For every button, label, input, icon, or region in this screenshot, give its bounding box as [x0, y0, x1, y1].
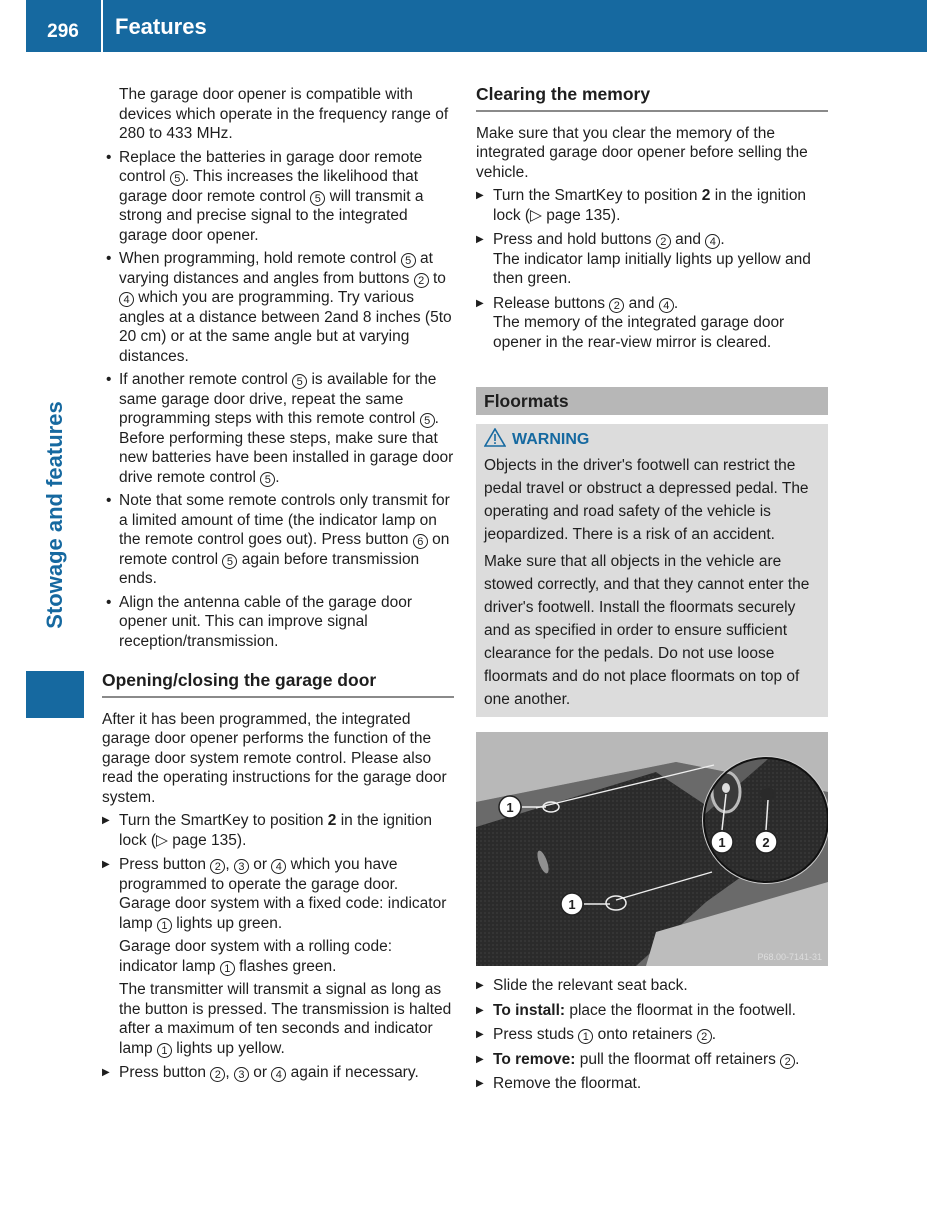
floormats-heading: Floormats	[476, 387, 828, 415]
callout-number: 3	[234, 859, 249, 874]
warning-text: Objects in the driver's footwell can restrict the pedal travel or obstruct a depressed pedal. The operating and road safety of the vehicle is jeopardized. There is a risk of an accident.	[484, 457, 809, 543]
callout-number: 4	[705, 234, 720, 249]
list-item: ▶ Remove the floormat.	[476, 1074, 828, 1094]
callout-number: 1	[157, 1043, 172, 1058]
callout-number: 4	[271, 1067, 286, 1082]
warning-title: WARNING	[484, 428, 820, 451]
callout-number: 2	[697, 1029, 712, 1044]
callout-number: 5	[310, 191, 325, 206]
callout-number: 2	[414, 273, 429, 288]
callout-number: 1	[157, 918, 172, 933]
right-column	[476, 85, 828, 1099]
side-tab-marker	[26, 671, 84, 718]
callout-number: 5	[420, 413, 435, 428]
svg-text:1: 1	[506, 800, 514, 815]
frequency-intro: The garage door opener is compatible with devices which operate in the frequency range of 280 to 433 MHz.	[119, 86, 449, 142]
list-item: ▶ Turn the SmartKey to position 2 in the ignition lock (▷ page 135).	[476, 186, 828, 225]
callout-number: 2	[210, 1067, 225, 1082]
list-item: ▶ To install: place the floormat in the footwell.	[476, 1001, 828, 1021]
callout-number: 1	[220, 961, 235, 976]
callout-number: 2	[609, 298, 624, 313]
list-item: ▶ To remove: pull the floormat off retainers 2 .	[476, 1050, 828, 1070]
svg-text:1: 1	[568, 897, 576, 912]
header-divider	[101, 0, 103, 52]
steps-list	[102, 811, 454, 1083]
callout-number: 4	[271, 859, 286, 874]
section-intro: After it has been programmed, the integrated garage door opener performs the function of the garage door system remote control. Please also read the operating instructions for the garage door system.	[102, 710, 447, 806]
side-tab-label: Stowage and features	[42, 401, 67, 629]
svg-text:1: 1	[718, 835, 726, 850]
tips-list	[102, 148, 454, 652]
callout-number: 2	[656, 234, 671, 249]
list-item: • If another remote control 5 is available for the same garage door drive, repeat the same programming steps with this remote control 5 . Before performing these steps, make sure that new batteries have been installed in garage door drive remote control 5 .	[102, 370, 454, 487]
section-title: Features	[115, 14, 207, 39]
page-number: 296	[47, 21, 79, 42]
callout-number: 1	[578, 1029, 593, 1044]
callout-2-icon	[755, 831, 777, 853]
callout-1-icon	[711, 831, 733, 853]
callout-number: 2	[210, 859, 225, 874]
list-item: ▶ Slide the relevant seat back.	[476, 976, 828, 996]
warning-text: Make sure that all objects in the vehicle are stowed correctly, and that they cannot enter the driver's footwell. Install the floormats securely and as specified in order to ensure sufficient clearance for the pedals. Do not use loose floormats and do not place floormats on top of one another.	[484, 553, 810, 708]
list-item: • Replace the batteries in garage door remote control 5 . This increases the likelihood that garage door remote control 5 will transmit a strong and precise signal to the integrated garage door opener.	[102, 148, 454, 246]
list-item: ▶ Turn the SmartKey to position 2 in the ignition lock (▷ page 135).	[102, 811, 454, 850]
list-item: ▶ Press and hold buttons 2 and 4 . The indicator lamp initially lights up yellow and then green.	[476, 230, 828, 289]
list-item: ▶ Press studs 1 onto retainers 2 .	[476, 1025, 828, 1045]
floormat-photo	[476, 732, 828, 966]
list-item: ▶ Release buttons 2 and 4 . The memory of the integrated garage door opener in the rear-view mirror is cleared.	[476, 294, 828, 353]
callout-1-icon	[499, 796, 521, 818]
section-heading: Opening/closing the garage door	[102, 671, 454, 698]
steps-list	[476, 186, 828, 352]
callout-number: 5	[260, 472, 275, 487]
callout-number: 5	[170, 171, 185, 186]
page-header	[26, 0, 927, 52]
callout-1-icon	[561, 893, 583, 915]
side-tab	[26, 360, 84, 670]
list-item: • Note that some remote controls only transmit for a limited amount of time (the indicator lamp on the remote control goes out). Press button 6 on remote control 5 again before transmission ends.	[102, 491, 454, 589]
warning-icon	[484, 428, 506, 447]
left-column	[102, 85, 454, 1088]
callout-number: 5	[401, 253, 416, 268]
callout-number: 4	[659, 298, 674, 313]
callout-number: 5	[292, 374, 307, 389]
warning-box	[476, 424, 828, 717]
floormat-steps	[476, 976, 828, 1094]
list-item: • Align the antenna cable of the garage door opener unit. This can improve signal reception/transmission.	[102, 593, 454, 652]
section-intro: Make sure that you clear the memory of the integrated garage door opener before selling the vehicle.	[476, 124, 808, 181]
callout-number: 3	[234, 1067, 249, 1082]
list-item: ▶ Press button 2 , 3 or 4 which you have programmed to operate the garage door. Garage door system with a fixed code: indicator lamp 1 lights up green. Garage door system with a rolling code: indicator lamp 1 flashes green. The transmitter will transmit a signal as long as the button is pressed. The transmission is halted after a maximum of ten seconds and indicator lamp 1 lights up yellow.	[102, 855, 454, 1058]
section-heading: Clearing the memory	[476, 85, 828, 112]
list-item: • When programming, hold remote control 5 at varying distances and angles from buttons 2 to 4 which you are programming. Try various angles at a distance between 2and 8 inches (5to 20 cm) or at the same angle but at varying distances.	[102, 249, 454, 366]
image-code: P68.00-7141-31	[757, 952, 822, 962]
list-item: ▶ Press button 2 , 3 or 4 again if necessary.	[102, 1063, 454, 1083]
callout-number: 6	[413, 534, 428, 549]
callout-number: 4	[119, 292, 134, 307]
svg-text:2: 2	[762, 835, 770, 850]
callout-number: 2	[780, 1054, 795, 1069]
callout-number: 5	[222, 554, 237, 569]
